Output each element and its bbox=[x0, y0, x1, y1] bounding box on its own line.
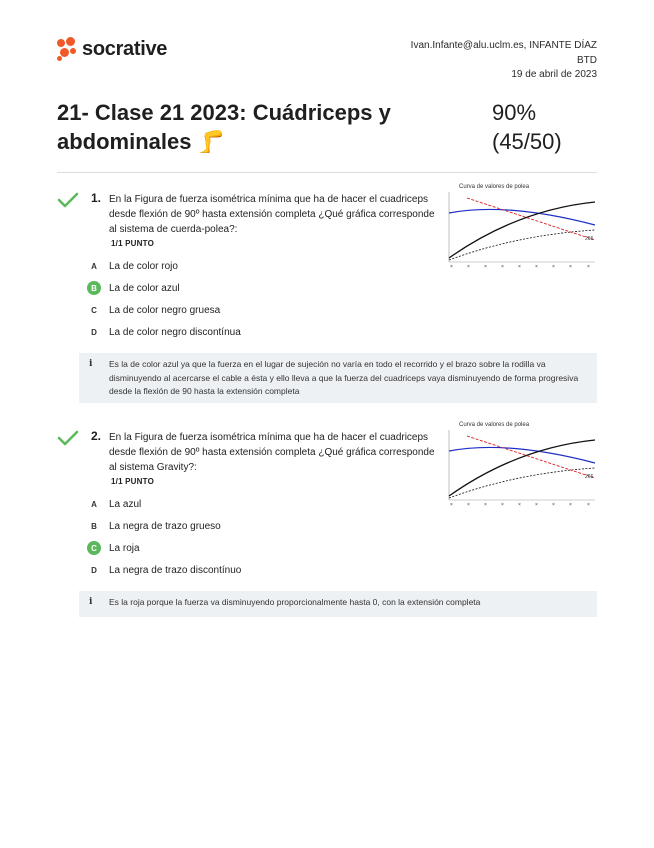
info-icon: i bbox=[89, 359, 93, 369]
svg-text:×: × bbox=[587, 264, 590, 270]
option-d bbox=[87, 324, 241, 340]
divider bbox=[57, 172, 597, 173]
svg-text:×: × bbox=[501, 502, 504, 508]
score-percent: 90% bbox=[492, 100, 537, 125]
svg-text:×: × bbox=[552, 502, 555, 508]
question-text: En la Figura de fuerza isométrica mínima que ha de hacer el cuadriceps desde flexión de 90º hasta extensión completa ¿Qué gráfica corresponde al sistema de cuerda-polea?: bbox=[109, 194, 435, 235]
svg-text:×: × bbox=[518, 264, 521, 270]
figure-caption: Curva de valores de polea bbox=[459, 422, 530, 428]
svg-text:×: × bbox=[467, 502, 470, 508]
logo-dots-icon bbox=[57, 37, 77, 61]
brand-name: socrative bbox=[82, 37, 168, 60]
option-b bbox=[87, 518, 221, 534]
explanation-box bbox=[79, 353, 597, 403]
score-fraction: (45/50) bbox=[492, 129, 562, 154]
svg-text:×: × bbox=[535, 264, 538, 270]
report-meta bbox=[411, 39, 597, 83]
option-d bbox=[87, 562, 241, 578]
option-c bbox=[87, 540, 140, 556]
question-points: 1/1 PUNTO bbox=[111, 239, 154, 248]
option-letter: B bbox=[87, 281, 101, 295]
option-label: La azul bbox=[109, 498, 142, 510]
option-letter: D bbox=[91, 327, 97, 337]
option-a bbox=[87, 258, 178, 274]
option-label: La de color negro discontínua bbox=[109, 326, 241, 338]
quiz-score bbox=[492, 98, 562, 156]
option-label: La roja bbox=[109, 542, 140, 554]
question-text: En la Figura de fuerza isométrica mínima que ha de hacer el cuadriceps desde flexión de 90º hasta extensión completa ¿Qué gráfica corresponde al sistema Gravity?: bbox=[109, 432, 435, 473]
option-letter: A bbox=[91, 261, 97, 271]
option-letter: C bbox=[87, 541, 101, 555]
figure-caption: Curva de valores de polea bbox=[459, 184, 530, 190]
option-letter: A bbox=[91, 499, 97, 509]
svg-text:×: × bbox=[569, 502, 572, 508]
question-2 bbox=[57, 422, 597, 618]
student-name: Ivan.Infante@alu.uclm.es, INFANTE DÍAZ bbox=[410, 40, 597, 51]
class-name: BTD bbox=[577, 54, 597, 66]
svg-text:×: × bbox=[587, 502, 590, 508]
svg-text:266: 266 bbox=[585, 236, 594, 242]
svg-text:×: × bbox=[518, 502, 521, 508]
option-letter: C bbox=[91, 305, 97, 315]
option-label: La de color azul bbox=[109, 282, 180, 294]
socrative-logo bbox=[57, 37, 167, 61]
option-label: La de color negro gruesa bbox=[109, 304, 221, 316]
svg-text:×: × bbox=[569, 264, 572, 270]
question-figure bbox=[447, 184, 597, 270]
info-icon: i bbox=[89, 597, 93, 607]
question-points: 1/1 PUNTO bbox=[111, 477, 154, 486]
quiz-title: 21- Clase 21 2023: Cuádriceps y abdominales 🦵 bbox=[57, 100, 391, 154]
question-number: 1. bbox=[91, 191, 102, 205]
option-letter: B bbox=[91, 521, 97, 531]
svg-text:×: × bbox=[450, 502, 453, 508]
explanation-text: Es la de color azul ya que la fuerza en el lugar de sujeción no varía en todo el recorrido y el brazo sobre la rodilla va disminuyendo al acercarse el cable a ésta y ello lleva a que la fuerza del cuadriceps vaya disminuyendo de forma progresiva desde la flexión de 90 hasta la extensión completa bbox=[109, 359, 579, 396]
svg-text:×: × bbox=[484, 264, 487, 270]
option-a bbox=[87, 496, 141, 512]
option-label: La de color rojo bbox=[109, 260, 178, 272]
svg-text:×: × bbox=[552, 264, 555, 270]
explanation-text: Es la roja porque la fuerza va disminuyendo proporcionalmente hasta 0, con la extensión completa bbox=[109, 597, 481, 607]
svg-text:×: × bbox=[484, 502, 487, 508]
option-c bbox=[87, 302, 220, 318]
question-number: 2. bbox=[91, 429, 102, 443]
question-1 bbox=[57, 184, 597, 405]
svg-text:×: × bbox=[501, 264, 504, 270]
svg-text:×: × bbox=[450, 264, 453, 270]
option-label: La negra de trazo discontínuo bbox=[109, 564, 242, 576]
report-date: 19 de abril de 2023 bbox=[511, 69, 597, 80]
svg-text:266: 266 bbox=[585, 474, 594, 480]
explanation-box bbox=[79, 591, 597, 617]
option-letter: D bbox=[91, 565, 97, 575]
svg-text:×: × bbox=[535, 502, 538, 508]
option-b bbox=[87, 280, 180, 296]
correct-check-icon bbox=[57, 192, 79, 208]
svg-text:×: × bbox=[467, 264, 470, 270]
question-figure bbox=[447, 422, 597, 508]
option-label: La negra de trazo grueso bbox=[109, 520, 221, 532]
correct-check-icon bbox=[57, 430, 79, 446]
